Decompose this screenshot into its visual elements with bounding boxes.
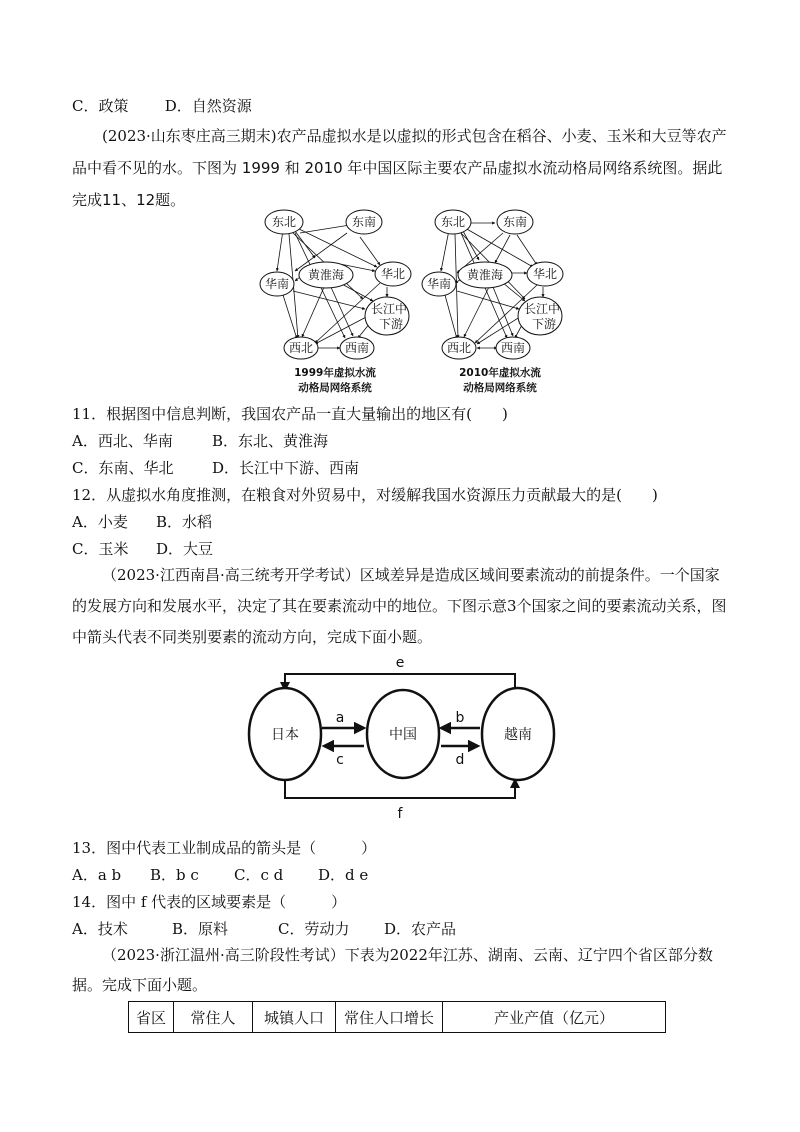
caption-1999-line2: 动格局网络系统 — [298, 382, 372, 394]
q14-option-d: D．农产品 — [384, 920, 457, 938]
arrow-label-f: f — [397, 806, 403, 822]
q14-options — [72, 919, 456, 939]
node-huabei: 华北 — [380, 267, 406, 281]
intro-paragraph-3: （2023·浙江温州·高三阶段性考试）下表为2022年江苏、湖南、云南、辽宁四个省区部分数据。完成下面小题。 — [72, 946, 713, 994]
node-dongnan: 东南 — [351, 215, 377, 229]
node-xibei: 西北 — [446, 341, 472, 355]
caption-1999-line1: 1999年虚拟水流 — [294, 367, 376, 379]
arrow-label-c: c — [336, 752, 344, 768]
node-huanan: 华南 — [264, 277, 290, 291]
country-label-japan: 日本 — [271, 727, 299, 743]
node-huanghuaihai: 黄淮海 — [466, 268, 504, 282]
q11-options-row1 — [72, 431, 328, 451]
node-dongbei: 东北 — [440, 215, 466, 229]
table-header-urban: 城镇人口 — [253, 1002, 336, 1033]
country-label-vietnam: 越南 — [504, 727, 532, 743]
q12-option-b: B．水稻 — [156, 513, 213, 531]
table-header-row — [129, 1002, 666, 1033]
q12-option-d: D．大豆 — [156, 540, 214, 558]
caption-2010-line2: 动格局网络系统 — [463, 382, 537, 394]
node-changjiang-line1: 长江中 — [370, 302, 408, 316]
node-xinan: 西南 — [500, 341, 526, 355]
network-diagram-1999 — [255, 203, 415, 398]
q11-option-c: C．东南、华北 — [72, 459, 174, 477]
q12-options-row1 — [72, 512, 212, 532]
node-dongbei: 东北 — [271, 215, 297, 229]
q14-stem: 14．图中 f 代表的区域要素是（ ） — [72, 893, 347, 911]
arrow-label-b: b — [455, 710, 465, 726]
arrow-f — [285, 780, 515, 798]
node-xinan: 西南 — [344, 341, 370, 355]
country-label-china: 中国 — [389, 727, 417, 743]
table-header-resident: 常住人 — [174, 1002, 253, 1033]
intro-1-text: 农产品虚拟水是以虚拟的形式包含在稻谷、小麦、玉米和大豆等农产品中看不见的水。下图为 1999 和 2010 年中国区际主要农产品虚拟水流动格局网络系统图。据此完成11、12题。 — [72, 127, 727, 209]
q11-option-b: B．东北、黄淮海 — [212, 432, 329, 450]
q13-stem: 13．图中代表工业制成品的箭头是（ ） — [72, 839, 377, 857]
q14-option-b: B．原料 — [172, 920, 229, 938]
arrow-label-d: d — [455, 752, 465, 768]
q10-option-c: C．政策 — [72, 97, 129, 115]
q11-stem: 11．根据图中信息判断，我国农产品一直大量输出的地区有( ) — [72, 405, 508, 423]
arrow-label-e: e — [395, 655, 405, 671]
node-dongnan: 东南 — [502, 215, 528, 229]
q13-option-b: B．b c — [150, 866, 199, 884]
q13-option-d: D．d e — [318, 866, 369, 884]
node-changjiang-line1: 长江中 — [523, 302, 561, 316]
intro-paragraph-1 — [72, 120, 732, 216]
data-table — [128, 1001, 666, 1033]
q11-option-a: A．西北、华南 — [72, 432, 173, 450]
caption-2010-line1: 2010年虚拟水流 — [459, 367, 541, 379]
q12-options-row2 — [72, 539, 213, 559]
table-header-output: 产业产值（亿元） — [443, 1002, 666, 1033]
q10-option-d: D．自然资源 — [164, 97, 252, 115]
q10-options — [72, 96, 252, 116]
network-diagram-2010 — [415, 203, 580, 398]
table-header-province: 省区 — [129, 1002, 174, 1033]
node-huanan: 华南 — [426, 277, 452, 291]
node-changjiang-line2: 下游 — [531, 317, 557, 331]
node-huanghuaihai: 黄淮海 — [307, 268, 345, 282]
q13-option-c: C．c d — [234, 866, 284, 884]
q12-stem: 12．从虚拟水角度推测，在粮食对外贸易中，对缓解我国水资源压力贡献最大的是( ) — [72, 486, 658, 504]
q13-options — [72, 865, 368, 885]
q12-option-c: C．玉米 — [72, 540, 129, 558]
table-header-growth: 常住人口增长 — [336, 1002, 443, 1033]
intro-paragraph-2: （2023·江西南昌·高三统考开学考试）区域差异是造成区域间要素流动的前提条件。一个国家的发展方向和发展水平，决定了其在要素流动中的地位。下图示意3个国家之间的要素流动关系，图中箭头代表不同类别要素的流动方向，完成下面小题。 — [72, 566, 727, 646]
arrow-e — [285, 674, 515, 690]
q14-option-a: A．技术 — [72, 920, 128, 938]
q11-options-row2 — [72, 458, 359, 478]
q11-option-d: D．长江中下游、西南 — [212, 459, 360, 477]
q13-option-a: A．a b — [72, 866, 122, 884]
node-changjiang-line2: 下游 — [378, 317, 404, 331]
arrow-label-a: a — [335, 710, 345, 726]
node-huabei: 华北 — [532, 267, 558, 281]
node-xibei: 西北 — [288, 341, 314, 355]
intro-1-source: (2023·山东枣庄高三期末) — [102, 127, 277, 145]
flow-diagram — [240, 650, 560, 825]
q12-option-a: A．小麦 — [72, 513, 128, 531]
q14-option-c: C．劳动力 — [278, 920, 350, 938]
